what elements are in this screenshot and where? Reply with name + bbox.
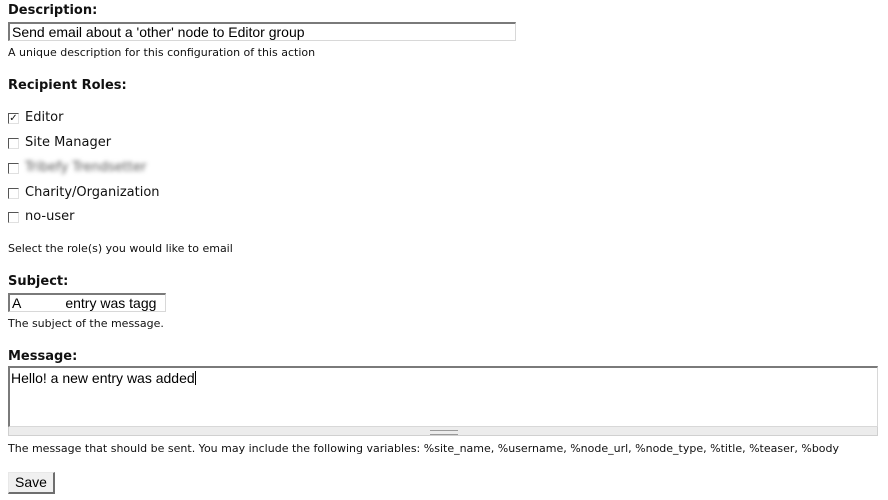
message-help: The message that should be sent. You may include the following variables: %site_name, %username, %node_url, %node_type, %title, %teaser, %body (8, 442, 840, 455)
save-button[interactable]: Save (8, 472, 55, 494)
message-label: Message: (8, 349, 78, 364)
subject-value-start: A (12, 295, 22, 311)
role-redacted-checkbox[interactable] (8, 163, 19, 174)
role-site-manager-label: Site Manager (25, 135, 112, 150)
description-input[interactable]: Send email about a 'other' node to Editor group (8, 22, 516, 41)
role-editor-label: Editor (25, 110, 64, 125)
subject-label: Subject: (8, 274, 69, 289)
textarea-resize-grip[interactable] (8, 427, 878, 436)
role-charity-label: Charity/Organization (25, 185, 160, 200)
subject-value-end: entry was tagg (65, 295, 157, 311)
recipient-roles-label: Recipient Roles: (8, 78, 127, 93)
role-site-manager-checkbox[interactable] (8, 138, 19, 149)
subject-help: The subject of the message. (8, 317, 164, 330)
role-no-user-label: no-user (25, 209, 75, 224)
description-help: A unique description for this configuration of this action (8, 46, 316, 59)
role-redacted-label: Tribefy Trendsetter (25, 160, 147, 175)
grip-lines-icon (430, 430, 458, 435)
role-charity-checkbox[interactable] (8, 188, 19, 199)
role-no-user-checkbox[interactable] (8, 212, 19, 223)
recipient-roles-help: Select the role(s) you would like to email (8, 242, 233, 255)
subject-input[interactable] (8, 293, 166, 312)
description-label: Description: (8, 3, 98, 18)
text-caret (195, 371, 196, 385)
message-value: Hello! a new entry was added (11, 370, 195, 386)
message-textarea[interactable] (8, 366, 878, 427)
role-editor-checkbox[interactable]: ✓ (9, 113, 18, 124)
